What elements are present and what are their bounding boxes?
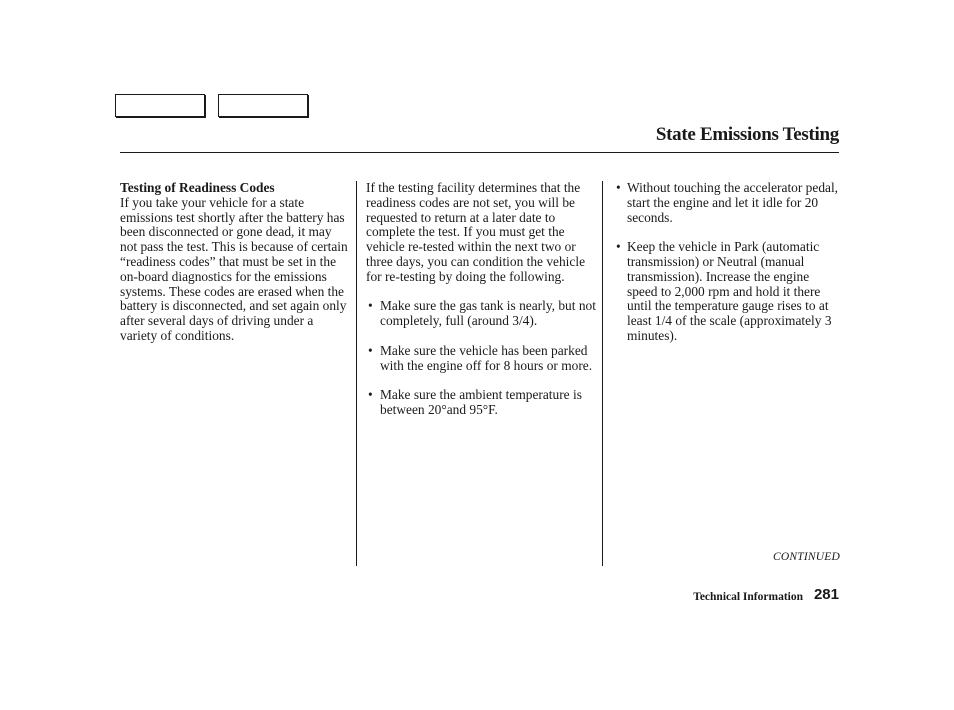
bullet-icon: •	[368, 387, 373, 403]
bullet-icon: •	[368, 298, 373, 314]
continued-label: CONTINUED	[773, 551, 840, 563]
list-item-text: Make sure the vehicle has been parked with the engine off for 8 hours or more.	[380, 342, 593, 373]
list-item	[616, 240, 842, 344]
page-number: 281	[813, 586, 839, 603]
list-item-text: Make sure the ambient temperature is between 20°and 95°F.	[380, 387, 582, 417]
nav-button-2[interactable]	[218, 94, 308, 117]
body-paragraph: If you take your vehicle for a state emissions test shortly after the battery has been disconnected or gone dead, it may not pass the test. This is because of certain “readiness codes” that must be set in the on-board diagnostics for the emissions systems. These codes are erased when the battery is disconnected, and set again only after several days of driving under a variety of conditions.	[120, 194, 348, 343]
bullet-list	[366, 299, 596, 417]
bullet-icon: •	[616, 239, 621, 255]
list-item-text: Without touching the accelerator pedal, start the engine and let it idle for 20 seconds.	[627, 180, 839, 225]
list-item	[366, 299, 596, 329]
list-item	[366, 344, 596, 374]
bullet-icon: •	[368, 342, 373, 358]
column-readiness-codes	[120, 181, 348, 344]
nav-button-1[interactable]	[115, 94, 205, 117]
bullet-list	[616, 181, 842, 344]
list-item-text: Make sure the gas tank is nearly, but not completely, full (around 3/4).	[380, 298, 596, 329]
footer-section-name: Technical Information	[693, 591, 803, 603]
section-heading: Testing of Readiness Codes	[120, 180, 275, 195]
list-item-text: Keep the vehicle in Park (automatic transmission) or Neutral (manual transmission). Increase the engine speed to 2,000 rpm and hold it there until the temperature gauge rises to at least 1/4 of the scale (approximately 3 minutes).	[627, 239, 832, 343]
column-engine-steps	[616, 181, 842, 344]
page-title: State Emissions Testing	[655, 124, 839, 145]
intro-paragraph: If the testing facility determines that the readiness codes are not set, you will be requested to return at a later date to complete the test. If you must get the vehicle re-tested within the next two or three days, you can condition the vehicle for re-testing by doing the following.	[366, 180, 586, 284]
column-divider	[602, 181, 603, 566]
list-item	[616, 181, 842, 225]
list-item	[366, 388, 596, 418]
bullet-icon: •	[616, 180, 621, 195]
title-rule	[120, 152, 839, 153]
column-divider	[356, 181, 357, 566]
column-retest-conditions	[366, 181, 596, 418]
